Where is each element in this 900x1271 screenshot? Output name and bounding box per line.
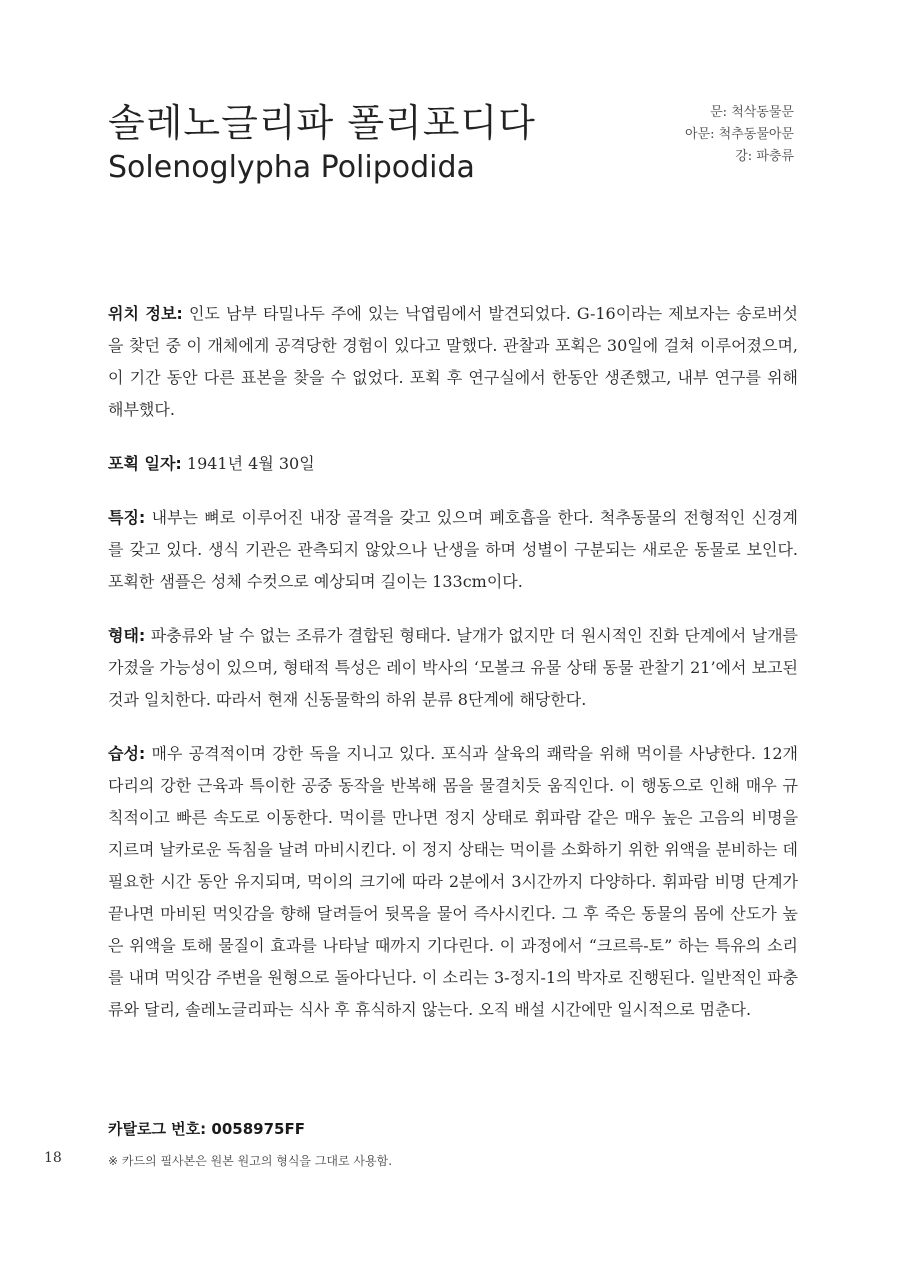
section-text: 파충류와 날 수 없는 조류가 결합된 형태다. 날개가 없지만 더 원시적인 진화 단계에서 날개를 가졌을 가능성이 있으며, 형태적 특성은 레이 박사의 ‘모볼크 유물 상태 동물 관찰기 21’에서 보고된 것과 일치한다. 따라서 현재 신동물학의 하위 분류 8단계에 해당한다. bbox=[108, 626, 798, 709]
section-label: 습성: bbox=[108, 744, 146, 763]
section-text: 1941년 4월 30일 bbox=[181, 454, 315, 473]
behavior-section bbox=[108, 738, 798, 1026]
taxonomy-phylum: 문: 척삭동물문 bbox=[710, 105, 794, 120]
taxonomy-subphylum: 아문: 척추동물아문 bbox=[685, 127, 794, 142]
characteristics-section bbox=[108, 502, 798, 598]
location-section bbox=[108, 298, 798, 426]
section-text: 인도 남부 타밀나두 주에 있는 낙엽림에서 발견되었다. G-16이라는 제보자는 송로버섯을 찾던 중 이 개체에게 공격당한 경험이 있다고 말했다. 관찰과 포획은 30일에 걸쳐 이루어졌으며, 이 기간 동안 다른 표본을 찾을 수 없었다. 포획 후 연구실에서 한동안 생존했고, 내부 연구를 위해 해부했다. bbox=[108, 304, 798, 419]
section-label: 포획 일자: bbox=[108, 454, 182, 473]
scientific-name: Solenoglypha Polipodida bbox=[108, 150, 475, 185]
catalog-number: 카탈로그 번호: 0058975FF bbox=[108, 1120, 305, 1138]
section-label: 형태: bbox=[108, 626, 146, 645]
section-label: 위치 정보: bbox=[108, 304, 183, 323]
taxonomy-class: 강: 파충류 bbox=[735, 149, 794, 164]
page-title: 솔레노글리파 폴리포디다 bbox=[108, 101, 536, 145]
taxonomy-block bbox=[685, 102, 794, 168]
capture-date-section bbox=[108, 448, 798, 480]
section-text: 매우 공격적이며 강한 독을 지니고 있다. 포식과 살육의 쾌락을 위해 먹이를 사냥한다. 12개 다리의 강한 근육과 특이한 공중 동작을 반복해 몸을 물결치듯 움직인다. 이 행동으로 인해 매우 규칙적이고 빠른 속도로 이동한다. 먹이를 만나면 정지 상태로 휘파람 같은 매우 높은 고음의 비명을 지르며 날카로운 독침을 날려 마비시킨다. 이 정지 상태는 먹이를 소화하기 위한 위액을 분비하는 데 필요한 시간 동안 유지되며, 먹이의 크기에 따라 2분에서 3시간까지 다양하다. 휘파람 비명 단계가 끝나면 마비된 먹잇감을 향해 달려들어 뒷목을 물어 즉사시킨다. 그 후 죽은 동물의 몸에 산도가 높은 위액을 토해 물질이 효과를 나타날 때까지 기다린다. 이 과정에서 “크르륵-토” 하는 특유의 소리를 내며 먹잇감 주변을 원형으로 돌아다닌다. 이 소리는 3-정지-1의 박자로 진행된다. 일반적인 파충류와 달리, 솔레노글리파는 식사 후 휴식하지 않는다. 오직 배설 시간에만 일시적으로 멈춘다. bbox=[108, 744, 798, 1019]
footnote: ※ 카드의 필사본은 원본 원고의 형식을 그대로 사용함. bbox=[108, 1154, 393, 1168]
morphology-section bbox=[108, 620, 798, 716]
description-body bbox=[108, 298, 798, 1048]
section-text: 내부는 뼈로 이루어진 내장 골격을 갖고 있으며 폐호흡을 한다. 척추동물의 전형적인 신경계를 갖고 있다. 생식 기관은 관측되지 않았으나 난생을 하며 성별이 구분되는 새로운 동물로 보인다. 포획한 샘플은 성체 수컷으로 예상되며 길이는 133cm이다. bbox=[108, 508, 798, 591]
page-number: 18 bbox=[44, 1150, 62, 1166]
section-label: 특징: bbox=[108, 508, 146, 527]
